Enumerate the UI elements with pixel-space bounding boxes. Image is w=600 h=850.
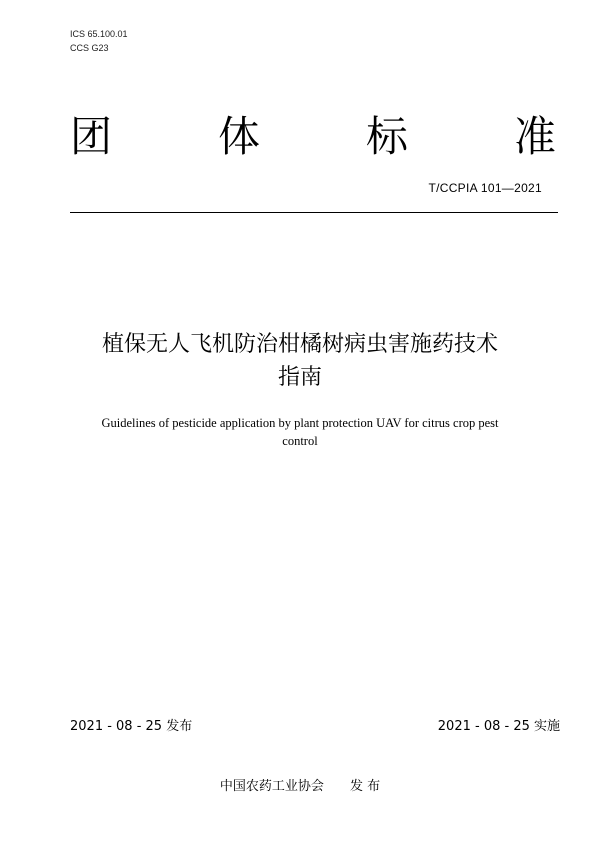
- standard-type-char: 体: [217, 112, 260, 161]
- english-title: [60, 414, 540, 450]
- classification-codes: [70, 27, 128, 55]
- header-divider: [70, 212, 558, 213]
- issuer-line: [0, 775, 600, 794]
- issuer-name: 中国农药工业协会: [219, 779, 324, 794]
- issuer-action: 发 布: [349, 779, 381, 794]
- ccs-code: CCS G23: [70, 43, 109, 53]
- standard-type-title: [70, 112, 556, 162]
- chinese-title-line: 指南: [277, 365, 322, 390]
- standard-type-char: 准: [513, 112, 556, 161]
- standard-number: T/CCPIA 101—2021: [428, 181, 542, 195]
- standard-type-char: 标: [365, 112, 408, 161]
- english-title-line: control: [282, 434, 318, 448]
- english-title-line: Guidelines of pesticide application by plant protection UAV for citrus crop pest: [101, 416, 499, 430]
- standard-type-char: 团: [70, 112, 113, 161]
- chinese-title: [40, 328, 560, 394]
- chinese-title-line: 植保无人飞机防治柑橘树病虫害施药技术: [101, 332, 498, 357]
- issue-date: 2021 - 08 - 25 发布: [70, 719, 193, 734]
- ics-code: ICS 65.100.01: [70, 29, 128, 39]
- implementation-date: 2021 - 08 - 25 实施: [437, 719, 560, 734]
